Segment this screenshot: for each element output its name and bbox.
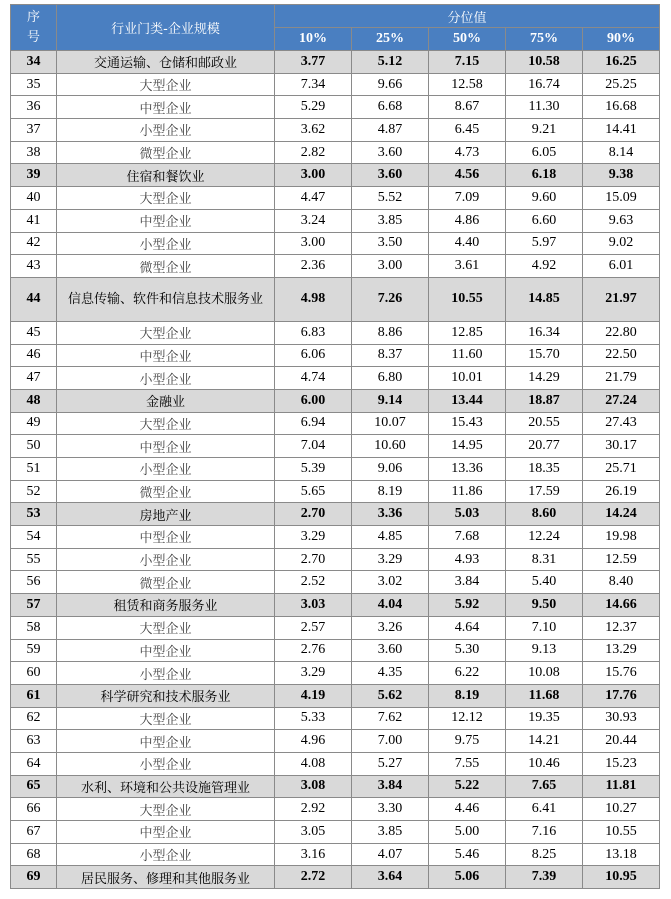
industry-name: 金融业 bbox=[57, 389, 275, 412]
table-row bbox=[11, 798, 660, 821]
row-number: 67 bbox=[11, 821, 57, 844]
row-number: 51 bbox=[11, 458, 57, 481]
row-number: 46 bbox=[11, 344, 57, 367]
value-p50: 7.68 bbox=[429, 526, 506, 549]
value-p50: 12.12 bbox=[429, 707, 506, 730]
value-p50: 14.95 bbox=[429, 435, 506, 458]
value-p90: 27.24 bbox=[583, 389, 660, 412]
table-row bbox=[11, 435, 660, 458]
row-number: 54 bbox=[11, 526, 57, 549]
row-number: 63 bbox=[11, 730, 57, 753]
value-p75: 14.21 bbox=[506, 730, 583, 753]
value-p75: 12.24 bbox=[506, 526, 583, 549]
value-p90: 6.01 bbox=[583, 255, 660, 278]
value-p50: 13.36 bbox=[429, 458, 506, 481]
value-p10: 2.82 bbox=[275, 141, 352, 164]
enterprise-size: 中型企业 bbox=[57, 526, 275, 549]
col-p10-header: 10% bbox=[275, 28, 352, 51]
value-p25: 3.64 bbox=[352, 866, 429, 889]
value-p90: 26.19 bbox=[583, 480, 660, 503]
industry-name: 科学研究和技术服务业 bbox=[57, 684, 275, 707]
row-number: 52 bbox=[11, 480, 57, 503]
table-header bbox=[11, 5, 660, 51]
table-row bbox=[11, 367, 660, 390]
percentile-header: 分位值 bbox=[275, 5, 660, 28]
value-p50: 4.46 bbox=[429, 798, 506, 821]
row-number: 50 bbox=[11, 435, 57, 458]
value-p25: 3.50 bbox=[352, 232, 429, 255]
row-number: 53 bbox=[11, 503, 57, 526]
value-p25: 3.85 bbox=[352, 209, 429, 232]
value-p25: 3.60 bbox=[352, 141, 429, 164]
row-number: 40 bbox=[11, 187, 57, 210]
value-p75: 8.25 bbox=[506, 843, 583, 866]
enterprise-size: 小型企业 bbox=[57, 232, 275, 255]
value-p25: 3.36 bbox=[352, 503, 429, 526]
value-p90: 21.97 bbox=[583, 277, 660, 321]
value-p10: 3.05 bbox=[275, 821, 352, 844]
value-p75: 18.35 bbox=[506, 458, 583, 481]
value-p10: 3.08 bbox=[275, 775, 352, 798]
enterprise-size: 微型企业 bbox=[57, 255, 275, 278]
value-p10: 2.57 bbox=[275, 616, 352, 639]
value-p75: 7.10 bbox=[506, 616, 583, 639]
percentile-table bbox=[10, 4, 660, 889]
value-p25: 6.80 bbox=[352, 367, 429, 390]
value-p50: 4.86 bbox=[429, 209, 506, 232]
value-p10: 7.34 bbox=[275, 73, 352, 96]
enterprise-size: 大型企业 bbox=[57, 73, 275, 96]
row-number: 61 bbox=[11, 684, 57, 707]
industry-name: 住宿和餐饮业 bbox=[57, 164, 275, 187]
value-p90: 14.41 bbox=[583, 119, 660, 142]
enterprise-size: 大型企业 bbox=[57, 616, 275, 639]
row-number: 42 bbox=[11, 232, 57, 255]
enterprise-size: 小型企业 bbox=[57, 662, 275, 685]
industry-name: 水利、环境和公共设施管理业 bbox=[57, 775, 275, 798]
enterprise-size: 中型企业 bbox=[57, 730, 275, 753]
value-p90: 21.79 bbox=[583, 367, 660, 390]
enterprise-size: 大型企业 bbox=[57, 412, 275, 435]
category-row bbox=[11, 389, 660, 412]
value-p90: 10.55 bbox=[583, 821, 660, 844]
value-p10: 4.47 bbox=[275, 187, 352, 210]
value-p25: 7.00 bbox=[352, 730, 429, 753]
row-number: 58 bbox=[11, 616, 57, 639]
enterprise-size: 微型企业 bbox=[57, 141, 275, 164]
value-p90: 25.71 bbox=[583, 458, 660, 481]
row-number: 66 bbox=[11, 798, 57, 821]
industry-name: 租赁和商务服务业 bbox=[57, 594, 275, 617]
enterprise-size: 中型企业 bbox=[57, 344, 275, 367]
value-p25: 8.86 bbox=[352, 321, 429, 344]
value-p10: 2.76 bbox=[275, 639, 352, 662]
value-p50: 11.86 bbox=[429, 480, 506, 503]
category-row bbox=[11, 277, 660, 321]
value-p75: 11.30 bbox=[506, 96, 583, 119]
value-p25: 10.07 bbox=[352, 412, 429, 435]
value-p25: 6.68 bbox=[352, 96, 429, 119]
value-p25: 7.26 bbox=[352, 277, 429, 321]
industry-name: 居民服务、修理和其他服务业 bbox=[57, 866, 275, 889]
enterprise-size: 中型企业 bbox=[57, 821, 275, 844]
value-p90: 30.93 bbox=[583, 707, 660, 730]
row-number: 59 bbox=[11, 639, 57, 662]
value-p50: 4.64 bbox=[429, 616, 506, 639]
category-row bbox=[11, 164, 660, 187]
value-p10: 3.00 bbox=[275, 164, 352, 187]
enterprise-size: 小型企业 bbox=[57, 367, 275, 390]
row-number: 41 bbox=[11, 209, 57, 232]
value-p10: 4.98 bbox=[275, 277, 352, 321]
category-row bbox=[11, 594, 660, 617]
value-p10: 2.36 bbox=[275, 255, 352, 278]
value-p10: 3.03 bbox=[275, 594, 352, 617]
value-p90: 9.38 bbox=[583, 164, 660, 187]
row-number: 57 bbox=[11, 594, 57, 617]
category-row bbox=[11, 51, 660, 74]
value-p10: 2.70 bbox=[275, 548, 352, 571]
row-number: 47 bbox=[11, 367, 57, 390]
enterprise-size: 大型企业 bbox=[57, 798, 275, 821]
value-p75: 10.46 bbox=[506, 752, 583, 775]
value-p90: 12.59 bbox=[583, 548, 660, 571]
value-p50: 5.92 bbox=[429, 594, 506, 617]
value-p50: 5.03 bbox=[429, 503, 506, 526]
value-p10: 4.19 bbox=[275, 684, 352, 707]
value-p75: 14.85 bbox=[506, 277, 583, 321]
value-p75: 6.41 bbox=[506, 798, 583, 821]
table-row bbox=[11, 255, 660, 278]
table-row bbox=[11, 821, 660, 844]
table-row bbox=[11, 141, 660, 164]
value-p75: 10.58 bbox=[506, 51, 583, 74]
enterprise-size: 小型企业 bbox=[57, 119, 275, 142]
enterprise-size: 小型企业 bbox=[57, 843, 275, 866]
industry-name: 房地产业 bbox=[57, 503, 275, 526]
col-p50-header: 50% bbox=[429, 28, 506, 51]
value-p50: 5.46 bbox=[429, 843, 506, 866]
value-p10: 2.92 bbox=[275, 798, 352, 821]
table-row bbox=[11, 526, 660, 549]
value-p90: 8.40 bbox=[583, 571, 660, 594]
value-p25: 3.02 bbox=[352, 571, 429, 594]
value-p25: 3.60 bbox=[352, 164, 429, 187]
row-number: 35 bbox=[11, 73, 57, 96]
value-p25: 3.30 bbox=[352, 798, 429, 821]
value-p10: 6.83 bbox=[275, 321, 352, 344]
col-p75-header: 75% bbox=[506, 28, 583, 51]
enterprise-size: 中型企业 bbox=[57, 96, 275, 119]
value-p25: 5.27 bbox=[352, 752, 429, 775]
value-p90: 15.23 bbox=[583, 752, 660, 775]
row-number: 43 bbox=[11, 255, 57, 278]
value-p50: 9.75 bbox=[429, 730, 506, 753]
row-number: 55 bbox=[11, 548, 57, 571]
value-p90: 17.76 bbox=[583, 684, 660, 707]
value-p50: 3.61 bbox=[429, 255, 506, 278]
table-row bbox=[11, 73, 660, 96]
table-row bbox=[11, 412, 660, 435]
value-p75: 6.18 bbox=[506, 164, 583, 187]
value-p50: 8.19 bbox=[429, 684, 506, 707]
enterprise-size: 小型企业 bbox=[57, 548, 275, 571]
enterprise-size: 大型企业 bbox=[57, 187, 275, 210]
table-row bbox=[11, 119, 660, 142]
table-row bbox=[11, 616, 660, 639]
value-p90: 9.63 bbox=[583, 209, 660, 232]
value-p75: 10.08 bbox=[506, 662, 583, 685]
table-row bbox=[11, 707, 660, 730]
value-p90: 19.98 bbox=[583, 526, 660, 549]
value-p10: 3.16 bbox=[275, 843, 352, 866]
value-p50: 5.30 bbox=[429, 639, 506, 662]
table-row bbox=[11, 209, 660, 232]
col-p90-header: 90% bbox=[583, 28, 660, 51]
value-p75: 9.13 bbox=[506, 639, 583, 662]
value-p25: 4.07 bbox=[352, 843, 429, 866]
value-p75: 9.21 bbox=[506, 119, 583, 142]
value-p50: 10.55 bbox=[429, 277, 506, 321]
value-p25: 4.85 bbox=[352, 526, 429, 549]
value-p50: 10.01 bbox=[429, 367, 506, 390]
value-p75: 8.60 bbox=[506, 503, 583, 526]
value-p75: 7.65 bbox=[506, 775, 583, 798]
value-p10: 2.52 bbox=[275, 571, 352, 594]
value-p75: 4.92 bbox=[506, 255, 583, 278]
value-p25: 3.00 bbox=[352, 255, 429, 278]
value-p25: 5.62 bbox=[352, 684, 429, 707]
row-number: 36 bbox=[11, 96, 57, 119]
value-p75: 20.77 bbox=[506, 435, 583, 458]
enterprise-size: 中型企业 bbox=[57, 639, 275, 662]
value-p10: 5.29 bbox=[275, 96, 352, 119]
value-p50: 12.58 bbox=[429, 73, 506, 96]
value-p75: 14.29 bbox=[506, 367, 583, 390]
value-p90: 13.18 bbox=[583, 843, 660, 866]
table-row bbox=[11, 571, 660, 594]
value-p90: 25.25 bbox=[583, 73, 660, 96]
row-number: 34 bbox=[11, 51, 57, 74]
value-p90: 27.43 bbox=[583, 412, 660, 435]
value-p25: 7.62 bbox=[352, 707, 429, 730]
value-p90: 11.81 bbox=[583, 775, 660, 798]
value-p75: 17.59 bbox=[506, 480, 583, 503]
category-header: 行业门类-企业规模 bbox=[57, 5, 275, 51]
row-number: 49 bbox=[11, 412, 57, 435]
value-p90: 8.14 bbox=[583, 141, 660, 164]
value-p50: 7.09 bbox=[429, 187, 506, 210]
value-p75: 15.70 bbox=[506, 344, 583, 367]
value-p25: 4.04 bbox=[352, 594, 429, 617]
value-p75: 9.50 bbox=[506, 594, 583, 617]
row-number: 48 bbox=[11, 389, 57, 412]
enterprise-size: 中型企业 bbox=[57, 435, 275, 458]
value-p10: 3.00 bbox=[275, 232, 352, 255]
value-p10: 5.39 bbox=[275, 458, 352, 481]
value-p50: 8.67 bbox=[429, 96, 506, 119]
value-p50: 5.00 bbox=[429, 821, 506, 844]
value-p90: 16.25 bbox=[583, 51, 660, 74]
value-p75: 6.05 bbox=[506, 141, 583, 164]
value-p10: 6.94 bbox=[275, 412, 352, 435]
value-p25: 4.35 bbox=[352, 662, 429, 685]
value-p90: 22.80 bbox=[583, 321, 660, 344]
enterprise-size: 大型企业 bbox=[57, 707, 275, 730]
value-p90: 14.24 bbox=[583, 503, 660, 526]
table-row bbox=[11, 232, 660, 255]
table-row bbox=[11, 752, 660, 775]
table-row bbox=[11, 321, 660, 344]
value-p75: 19.35 bbox=[506, 707, 583, 730]
value-p90: 10.27 bbox=[583, 798, 660, 821]
value-p90: 14.66 bbox=[583, 594, 660, 617]
value-p10: 2.70 bbox=[275, 503, 352, 526]
value-p25: 9.06 bbox=[352, 458, 429, 481]
value-p90: 10.95 bbox=[583, 866, 660, 889]
value-p25: 4.87 bbox=[352, 119, 429, 142]
value-p75: 9.60 bbox=[506, 187, 583, 210]
table-row bbox=[11, 344, 660, 367]
value-p10: 6.00 bbox=[275, 389, 352, 412]
value-p75: 5.97 bbox=[506, 232, 583, 255]
enterprise-size: 中型企业 bbox=[57, 209, 275, 232]
value-p10: 4.08 bbox=[275, 752, 352, 775]
value-p90: 12.37 bbox=[583, 616, 660, 639]
value-p50: 7.55 bbox=[429, 752, 506, 775]
value-p90: 20.44 bbox=[583, 730, 660, 753]
value-p75: 16.74 bbox=[506, 73, 583, 96]
table-row bbox=[11, 96, 660, 119]
value-p10: 4.96 bbox=[275, 730, 352, 753]
industry-name: 交通运输、仓储和邮政业 bbox=[57, 51, 275, 74]
value-p25: 5.12 bbox=[352, 51, 429, 74]
value-p50: 12.85 bbox=[429, 321, 506, 344]
row-number: 65 bbox=[11, 775, 57, 798]
row-number: 60 bbox=[11, 662, 57, 685]
value-p75: 6.60 bbox=[506, 209, 583, 232]
row-number: 44 bbox=[11, 277, 57, 321]
enterprise-size: 大型企业 bbox=[57, 321, 275, 344]
value-p50: 11.60 bbox=[429, 344, 506, 367]
value-p10: 2.72 bbox=[275, 866, 352, 889]
value-p25: 3.85 bbox=[352, 821, 429, 844]
category-row bbox=[11, 503, 660, 526]
value-p90: 15.76 bbox=[583, 662, 660, 685]
value-p90: 16.68 bbox=[583, 96, 660, 119]
col-p25-header: 25% bbox=[352, 28, 429, 51]
table-row bbox=[11, 458, 660, 481]
value-p50: 4.73 bbox=[429, 141, 506, 164]
value-p25: 3.29 bbox=[352, 548, 429, 571]
value-p50: 5.22 bbox=[429, 775, 506, 798]
row-number: 68 bbox=[11, 843, 57, 866]
row-number: 62 bbox=[11, 707, 57, 730]
value-p50: 4.56 bbox=[429, 164, 506, 187]
value-p50: 13.44 bbox=[429, 389, 506, 412]
table-row bbox=[11, 548, 660, 571]
value-p25: 9.66 bbox=[352, 73, 429, 96]
value-p25: 10.60 bbox=[352, 435, 429, 458]
value-p90: 30.17 bbox=[583, 435, 660, 458]
value-p10: 6.06 bbox=[275, 344, 352, 367]
table-row bbox=[11, 843, 660, 866]
value-p50: 5.06 bbox=[429, 866, 506, 889]
value-p25: 5.52 bbox=[352, 187, 429, 210]
value-p10: 3.29 bbox=[275, 526, 352, 549]
seq-header: 序号 bbox=[11, 5, 57, 51]
value-p10: 3.24 bbox=[275, 209, 352, 232]
value-p75: 18.87 bbox=[506, 389, 583, 412]
industry-name: 信息传输、软件和信息技术服务业 bbox=[57, 277, 275, 321]
value-p10: 5.65 bbox=[275, 480, 352, 503]
row-number: 45 bbox=[11, 321, 57, 344]
table-row bbox=[11, 662, 660, 685]
category-row bbox=[11, 775, 660, 798]
value-p75: 11.68 bbox=[506, 684, 583, 707]
enterprise-size: 小型企业 bbox=[57, 458, 275, 481]
value-p25: 9.14 bbox=[352, 389, 429, 412]
value-p25: 3.84 bbox=[352, 775, 429, 798]
enterprise-size: 微型企业 bbox=[57, 571, 275, 594]
value-p50: 6.22 bbox=[429, 662, 506, 685]
value-p50: 15.43 bbox=[429, 412, 506, 435]
value-p50: 4.93 bbox=[429, 548, 506, 571]
category-row bbox=[11, 684, 660, 707]
enterprise-size: 微型企业 bbox=[57, 480, 275, 503]
value-p75: 7.39 bbox=[506, 866, 583, 889]
value-p75: 5.40 bbox=[506, 571, 583, 594]
row-number: 56 bbox=[11, 571, 57, 594]
table-row bbox=[11, 639, 660, 662]
value-p10: 3.77 bbox=[275, 51, 352, 74]
value-p90: 15.09 bbox=[583, 187, 660, 210]
value-p10: 7.04 bbox=[275, 435, 352, 458]
value-p10: 4.74 bbox=[275, 367, 352, 390]
value-p50: 4.40 bbox=[429, 232, 506, 255]
row-number: 64 bbox=[11, 752, 57, 775]
value-p75: 8.31 bbox=[506, 548, 583, 571]
value-p25: 3.60 bbox=[352, 639, 429, 662]
row-number: 69 bbox=[11, 866, 57, 889]
row-number: 37 bbox=[11, 119, 57, 142]
table-row bbox=[11, 187, 660, 210]
value-p50: 7.15 bbox=[429, 51, 506, 74]
value-p10: 3.62 bbox=[275, 119, 352, 142]
value-p25: 8.19 bbox=[352, 480, 429, 503]
value-p90: 22.50 bbox=[583, 344, 660, 367]
value-p75: 16.34 bbox=[506, 321, 583, 344]
value-p10: 3.29 bbox=[275, 662, 352, 685]
value-p90: 13.29 bbox=[583, 639, 660, 662]
value-p50: 3.84 bbox=[429, 571, 506, 594]
value-p25: 8.37 bbox=[352, 344, 429, 367]
category-row bbox=[11, 866, 660, 889]
value-p90: 9.02 bbox=[583, 232, 660, 255]
row-number: 38 bbox=[11, 141, 57, 164]
table-row bbox=[11, 730, 660, 753]
enterprise-size: 小型企业 bbox=[57, 752, 275, 775]
value-p25: 3.26 bbox=[352, 616, 429, 639]
value-p10: 5.33 bbox=[275, 707, 352, 730]
value-p50: 6.45 bbox=[429, 119, 506, 142]
value-p75: 7.16 bbox=[506, 821, 583, 844]
value-p75: 20.55 bbox=[506, 412, 583, 435]
row-number: 39 bbox=[11, 164, 57, 187]
table-row bbox=[11, 480, 660, 503]
table-body bbox=[11, 51, 660, 889]
